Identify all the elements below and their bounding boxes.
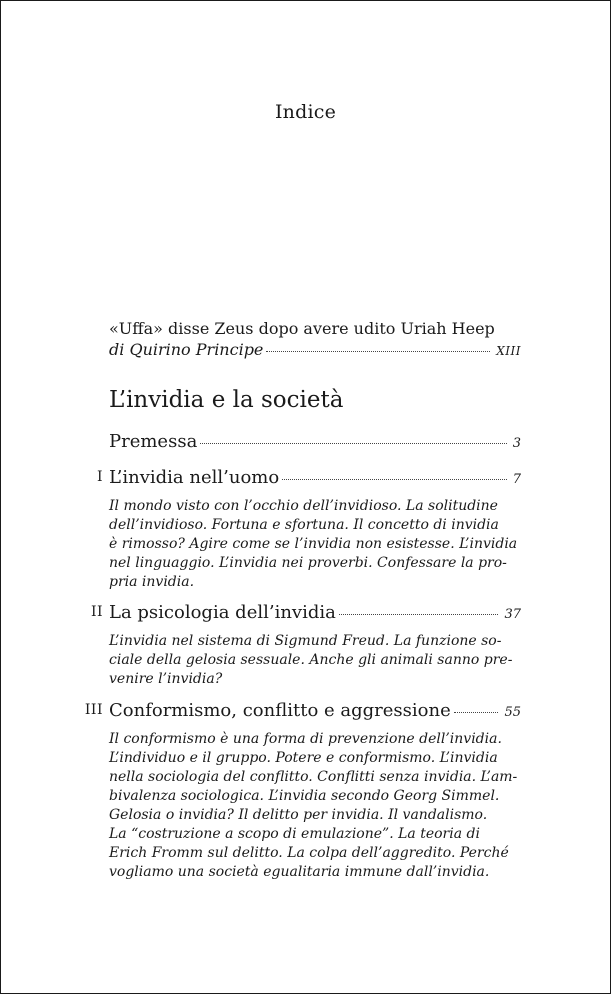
summary-line: vogliamo una società egualitaria immune dall’invidia. — [109, 864, 490, 880]
summary-line: bivalenza sociologica. L’invidia secondo Georg Simmel. — [109, 788, 500, 804]
preface-title: «Uffa» disse Zeus dopo avere udito Uriah Heep — [109, 319, 495, 338]
summary-line: ciale della gelosia sessuale. Anche gli animali sanno pre- — [109, 652, 513, 668]
chapter-numeral: III — [84, 702, 103, 718]
chapter-page-number: 7 — [512, 472, 521, 487]
premessa-page-number: 3 — [512, 436, 521, 451]
chapter-title-line — [109, 699, 521, 725]
chapter-summary — [109, 632, 521, 689]
preface-page-number: XIII — [496, 344, 521, 358]
preface-author-line — [109, 339, 521, 362]
toc-entry-chapter-1[interactable] — [96, 466, 521, 592]
dot-leader — [200, 443, 506, 444]
chapter-title-line — [109, 466, 521, 492]
dot-leader — [339, 614, 499, 615]
chapter-page-number: 37 — [504, 607, 521, 622]
chapter-numeral: I — [96, 469, 103, 485]
preface-author: di Quirino Principe — [109, 340, 264, 359]
summary-line: nel linguaggio. L’invidia nei proverbi. Confessare la pro- — [109, 555, 507, 571]
toc-entry-preface[interactable] — [109, 318, 521, 362]
summary-line: L’invidia nel sistema di Sigmund Freud. La funzione so- — [109, 633, 502, 649]
page-title: Indice — [274, 101, 337, 123]
summary-line: Gelosia o invidia? Il delitto per invidia. Il vandalismo. — [109, 807, 488, 823]
dot-leader — [454, 712, 499, 713]
chapter-title: L’invidia nell’uomo — [109, 467, 280, 488]
chapter-title-line — [109, 601, 521, 627]
summary-line: venire l’invidia? — [109, 671, 223, 687]
summary-line: è rimosso? Agire come se l’invidia non esistesse. L’invidia — [109, 536, 518, 552]
chapter-page-number: 55 — [504, 705, 521, 720]
summary-line: Erich Fromm sul delitto. La colpa dell’aggredito. Perché — [109, 845, 509, 861]
chapter-title: Conformismo, conflitto e aggressione — [109, 700, 451, 721]
dot-leader — [282, 479, 507, 480]
chapter-title: La psicologia dell’invidia — [109, 602, 336, 623]
summary-line: Il mondo visto con l’occhio dell’invidioso. La solitudine — [109, 498, 498, 514]
summary-line: dell’invidioso. Fortuna e sfortuna. Il concetto di invidia — [109, 517, 499, 533]
dot-leader — [266, 351, 490, 352]
chapter-summary — [109, 497, 521, 592]
chapter-summary — [109, 730, 521, 882]
toc-entry-chapter-3[interactable] — [84, 699, 521, 882]
toc-entry-chapter-2[interactable] — [90, 601, 521, 689]
premessa-title: Premessa — [109, 431, 198, 452]
chapter-numeral: II — [90, 604, 103, 620]
summary-line: La “costruzione a scopo di emulazione”. La teoria di — [109, 826, 480, 842]
summary-line: Il conformismo è una forma di prevenzione dell’invidia. — [109, 731, 502, 747]
section-heading: L’invidia e la società — [109, 387, 344, 413]
summary-line: L’individuo e il gruppo. Potere e conformismo. L’invidia — [109, 750, 498, 766]
summary-line: nella sociologia del conflitto. Conflitti senza invidia. L’am- — [109, 769, 518, 785]
premessa-line — [109, 430, 521, 456]
summary-line: pria invidia. — [109, 574, 195, 590]
toc-entry-premessa[interactable] — [109, 430, 521, 456]
